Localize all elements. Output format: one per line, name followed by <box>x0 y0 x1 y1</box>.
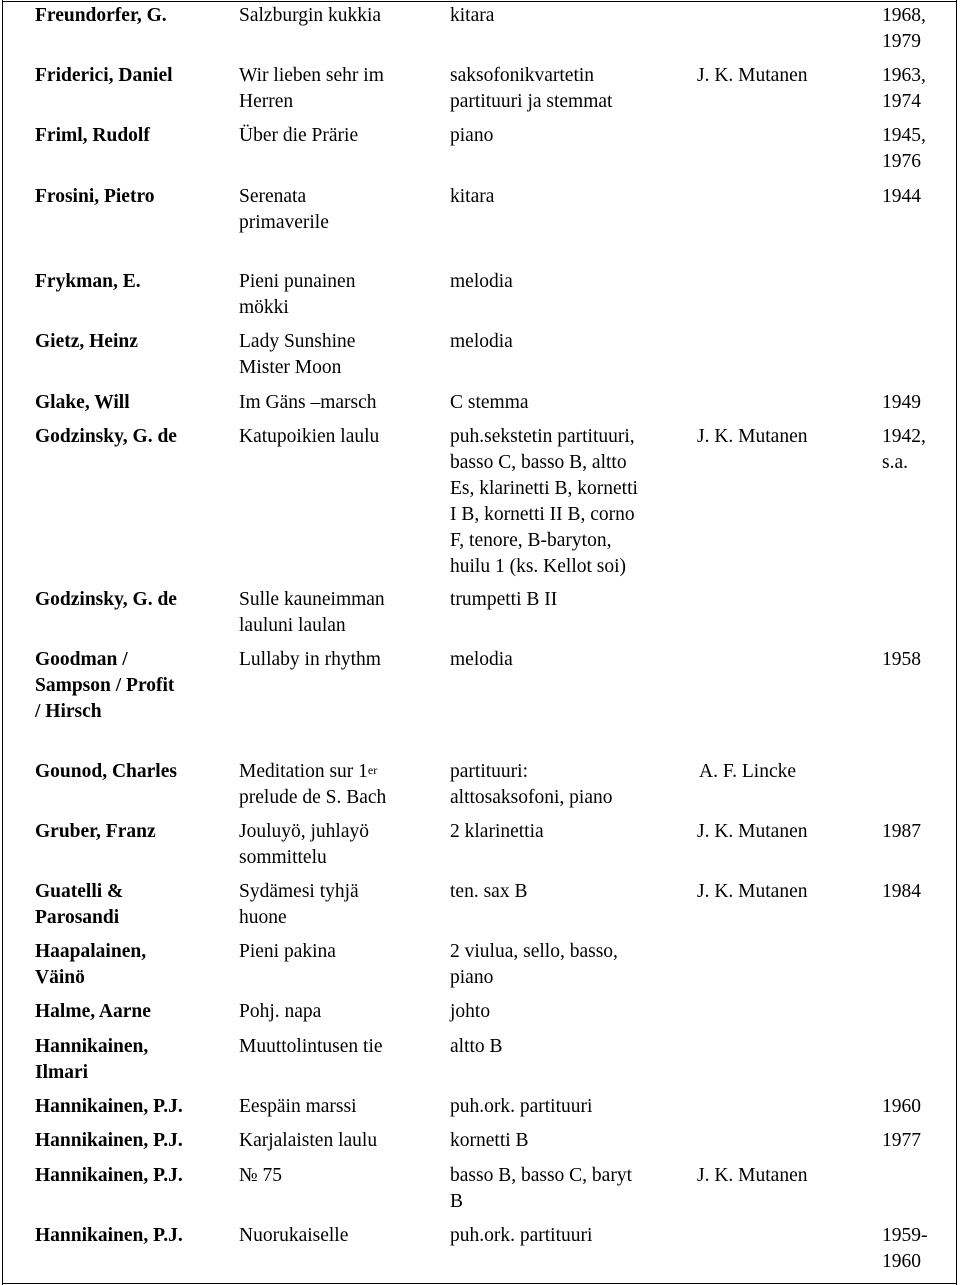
scoring-cell: Es, klarinetti B, kornetti <box>450 478 638 499</box>
top-border <box>2 1 957 2</box>
scoring-cell: kitara <box>450 186 495 207</box>
year-cell: 1977 <box>882 1130 921 1151</box>
title-cell: Pieni pakina <box>239 941 336 962</box>
scoring-cell: puh.ork. partituuri <box>450 1225 593 1246</box>
arranger-cell: J. K. Mutanen <box>697 426 808 447</box>
composer-cell: Parosandi <box>35 907 120 928</box>
year-cell: 1987 <box>882 821 921 842</box>
title-cell: Nuorukaiselle <box>239 1225 349 1246</box>
year-cell: 1976 <box>882 151 921 172</box>
year-cell: 1968, <box>882 5 926 26</box>
title-cell: sommittelu <box>239 847 327 868</box>
scoring-cell: altto B <box>450 1036 503 1057</box>
year-cell: 1984 <box>882 881 921 902</box>
composer-cell: Hannikainen, P.J. <box>35 1165 183 1186</box>
right-border <box>956 0 957 1285</box>
arranger-cell: A. F. Lincke <box>699 761 797 782</box>
scoring-cell: partituuri ja stemmat <box>450 91 613 112</box>
composer-cell: Guatelli & <box>35 881 124 902</box>
composer-cell: Hannikainen, P.J. <box>35 1225 183 1246</box>
scoring-cell: melodia <box>450 649 513 670</box>
title-cell: Pohj. napa <box>239 1001 322 1022</box>
scoring-cell: alttosaksofoni, piano <box>450 787 613 808</box>
scoring-cell: trumpetti B II <box>450 589 558 610</box>
year-cell: 1945, <box>882 125 926 146</box>
scoring-cell: piano <box>450 967 494 988</box>
scoring-cell: kitara <box>450 5 495 26</box>
title-cell: mökki <box>239 297 289 318</box>
title-cell: Karjalaisten laulu <box>239 1130 378 1151</box>
year-cell: 1949 <box>882 392 921 413</box>
title-cell: Lullaby in rhythm <box>239 649 381 670</box>
year-cell: 1974 <box>882 91 921 112</box>
composer-cell: Goodman / <box>35 649 128 670</box>
title-cell: prelude de S. Bach <box>239 787 387 808</box>
composer-cell: Ilmari <box>35 1062 89 1083</box>
scoring-cell: piano <box>450 125 494 146</box>
arranger-cell: J. K. Mutanen <box>697 65 808 86</box>
title-cell: Sulle kauneimman <box>239 589 385 610</box>
composer-cell: Frykman, E. <box>35 271 141 292</box>
year-cell: 1979 <box>882 31 921 52</box>
scoring-cell: puh.ork. partituuri <box>450 1096 593 1117</box>
composer-cell: Gruber, Franz <box>35 821 156 842</box>
composer-cell: Friml, Rudolf <box>35 125 150 146</box>
composer-cell: Godzinsky, G. de <box>35 426 177 447</box>
title-cell: Salzburgin kukkia <box>239 5 382 26</box>
year-cell: 1942, <box>882 426 926 447</box>
scoring-cell: C stemma <box>450 392 529 413</box>
title-cell: Serenata <box>239 186 307 207</box>
composer-cell: Godzinsky, G. de <box>35 589 177 610</box>
scoring-cell: johto <box>450 1001 491 1022</box>
title-cell: primaverile <box>239 212 329 233</box>
composer-cell: Frosini, Pietro <box>35 186 155 207</box>
scoring-cell: ten. sax B <box>450 881 528 902</box>
composer-cell: / Hirsch <box>35 701 102 722</box>
composer-cell: Hannikainen, P.J. <box>35 1096 183 1117</box>
scoring-cell: kornetti B <box>450 1130 529 1151</box>
composer-cell: Haapalainen, <box>35 941 147 962</box>
title-cell: lauluni laulan <box>239 615 346 636</box>
composer-cell: Glake, Will <box>35 392 130 413</box>
title-cell: huone <box>239 907 287 928</box>
arranger-cell: J. K. Mutanen <box>697 821 808 842</box>
scoring-cell: partituuri: <box>450 761 528 782</box>
scoring-cell: basso C, basso B, altto <box>450 452 627 473</box>
scoring-cell: B <box>450 1191 464 1212</box>
composer-cell: Hannikainen, <box>35 1036 149 1057</box>
composer-cell: Sampson / Profit <box>35 675 175 696</box>
title-cell: Muuttolintusen tie <box>239 1036 383 1057</box>
year-cell: s.a. <box>882 452 908 473</box>
title-cell: Wir lieben sehr im <box>239 65 384 86</box>
title-cell: Jouluyö, juhlayö <box>239 821 369 842</box>
scoring-cell: melodia <box>450 271 513 292</box>
scoring-cell: 2 klarinettia <box>450 821 544 842</box>
arranger-cell: J. K. Mutanen <box>697 881 808 902</box>
title-cell: Mister Moon <box>239 357 342 378</box>
title-superscript: er <box>367 763 378 777</box>
title-cell: Über die Prärie <box>239 125 359 146</box>
year-cell: 1963, <box>882 65 926 86</box>
title-cell: № 75 <box>239 1165 282 1186</box>
title-cell <box>239 759 377 785</box>
year-cell: 1959- <box>882 1225 928 1246</box>
composer-cell: Gietz, Heinz <box>35 331 138 352</box>
year-cell: 1944 <box>882 186 921 207</box>
year-cell: 1958 <box>882 649 921 670</box>
title-cell: Pieni punainen <box>239 271 356 292</box>
scoring-cell: I B, kornetti II B, corno <box>450 504 635 525</box>
scoring-cell: 2 viulua, sello, basso, <box>450 941 618 962</box>
year-cell: 1960 <box>882 1251 921 1272</box>
title-cell: Herren <box>239 91 294 112</box>
arranger-cell: J. K. Mutanen <box>697 1165 808 1186</box>
composer-cell: Gounod, Charles <box>35 761 177 782</box>
title-cell: Sydämesi tyhjä <box>239 881 359 902</box>
title-text: Meditation sur 1 <box>239 761 368 782</box>
scoring-cell: puh.sekstetin partituuri, <box>450 426 635 447</box>
title-cell: Eespäin marssi <box>239 1096 357 1117</box>
title-cell: Im Gäns –marsch <box>239 392 377 413</box>
year-cell: 1960 <box>882 1096 921 1117</box>
left-border <box>2 0 3 1285</box>
scoring-cell: saksofonikvartetin <box>450 65 595 86</box>
title-cell: Katupoikien laulu <box>239 426 380 447</box>
composer-cell: Hannikainen, P.J. <box>35 1130 183 1151</box>
bottom-border <box>2 1283 957 1284</box>
scoring-cell: huilu 1 (ks. Kellot soi) <box>450 556 627 577</box>
composer-cell: Friderici, Daniel <box>35 65 173 86</box>
title-cell: Lady Sunshine <box>239 331 356 352</box>
composer-cell: Freundorfer, G. <box>35 5 167 26</box>
composer-cell: Väinö <box>35 967 85 988</box>
scoring-cell: F, tenore, B-baryton, <box>450 530 612 551</box>
composer-cell: Halme, Aarne <box>35 1001 151 1022</box>
scoring-cell: melodia <box>450 331 513 352</box>
scoring-cell: basso B, basso C, baryt <box>450 1165 632 1186</box>
